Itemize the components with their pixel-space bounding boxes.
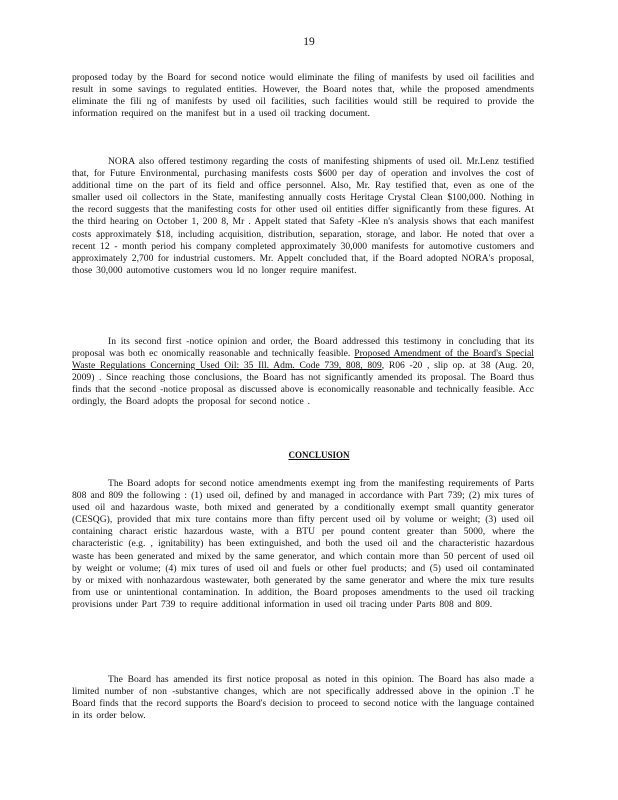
paragraph-nora-testimony: NORA also offered testimony regarding the costs of manifesting shipments of used oil. Mr.Lenz testified that, for Future Environmental, purchasing manifests costs $600 per day of operation and involves the cost of additional time on the part of its field and office personnel. Also, Mr. Ray testified that, even as one of the smaller used oil collectors in the State, manifesting annually costs Heritage Crystal Clean $100,000. Nothing in the record suggests that the manifesting costs for other used oil entities differ significantly from these figures. At the third hearing on October 1, 200 8, Mr . Appelt stated that Safety -Klee n's analysis shows that each manifest costs approximately $18, including acquisition, distribution, separation, storage, and labor. He noted that over a recent 12 - month period his company completed approximately 30,000 manifests for automotive customers and approximately 2,700 for industrial customers. Mr. Appelt concluded that, if the Board adopted NORA's proposal, those 30,000 automotive customers wou ld no longer require manifest. bbox=[72, 156, 534, 276]
section-heading bbox=[0, 450, 618, 460]
page-number: 19 bbox=[303, 36, 315, 48]
paragraph-board-conclusion bbox=[72, 336, 534, 409]
case-citation: Proposed Amendment of the Board's Special Waste Regulations Concerning Used Oil: 35 Ill. Adm. Code 739, 808, 809 bbox=[72, 348, 534, 372]
paragraph-adopted-amendments: The Board adopts for second notice amendments exempt ing from the manifesting requirements of Parts 808 and 809 the following : (1) used oil, defined by and managed in accordance with Part 739; (2) mix tures of used oil and hazardous waste, both mixed and generated by a conditionally exempt small quantity generator (CESQG), provided that mix ture contains more than fifty percent used oil by volume or weight; (3) used oil containing charact eristic hazardous waste, with a BTU per pound content greater than 5000, where the characteristic (e.g. , ignitability) has been extinguished, and both the used oil and the characteristic hazardous waste has been generated and mixed by the same generator, and which contain more than 50 percent of used oil by weight or volume; (4) mix tures of used oil and fuels or other fuel products; and (5) used oil contaminated by or mixed with nonhazardous wastewater, both generated by the same generator and where the mix ture results from use or unintentional contamination. In addition, the Board proposes amendments to the used oil tracking provisions under Part 739 to require additional information in used oil tracing under Parts 808 and 809. bbox=[72, 478, 534, 610]
section-heading-text: CONCLUSION bbox=[288, 450, 350, 460]
paragraph-text-after-citation: , R06 -20 , slip op. at 38 (Aug. 20, 2009) . Since reaching those conclusions, the Board has not significantly amended its proposal. The Board thus finds that the second -notice proposal as discussed above is economically reasonable and technically feasible. Acc ordingly, the Board adopts the proposal for second notice . bbox=[72, 360, 534, 408]
paragraph-manifest-savings: proposed today by the Board for second notice would eliminate the filing of manifests by used oil facilities and result in some savings to regulated entities. However, the Board notes that, while the proposed amendments eliminate the fili ng of manifests by used oil facilities, such facilities would still be required to provide the information required on the manifest but in a used oil tracking document. bbox=[72, 72, 534, 120]
paragraph-text-before-citation: In its second first -notice opinion and order, the Board addressed this testimony in concluding that its proposal was both ec onomically reasonable and technically feasible. bbox=[72, 336, 534, 360]
paragraph-non-substantive-changes: The Board has amended its first notice proposal as noted in this opinion. The Board has also made a limited number of non -substantive changes, which are not specifically addressed above in the opinion .T he Board finds that the record supports the Board's decision to proceed to second notice with the language contained in its order below. bbox=[72, 674, 534, 722]
